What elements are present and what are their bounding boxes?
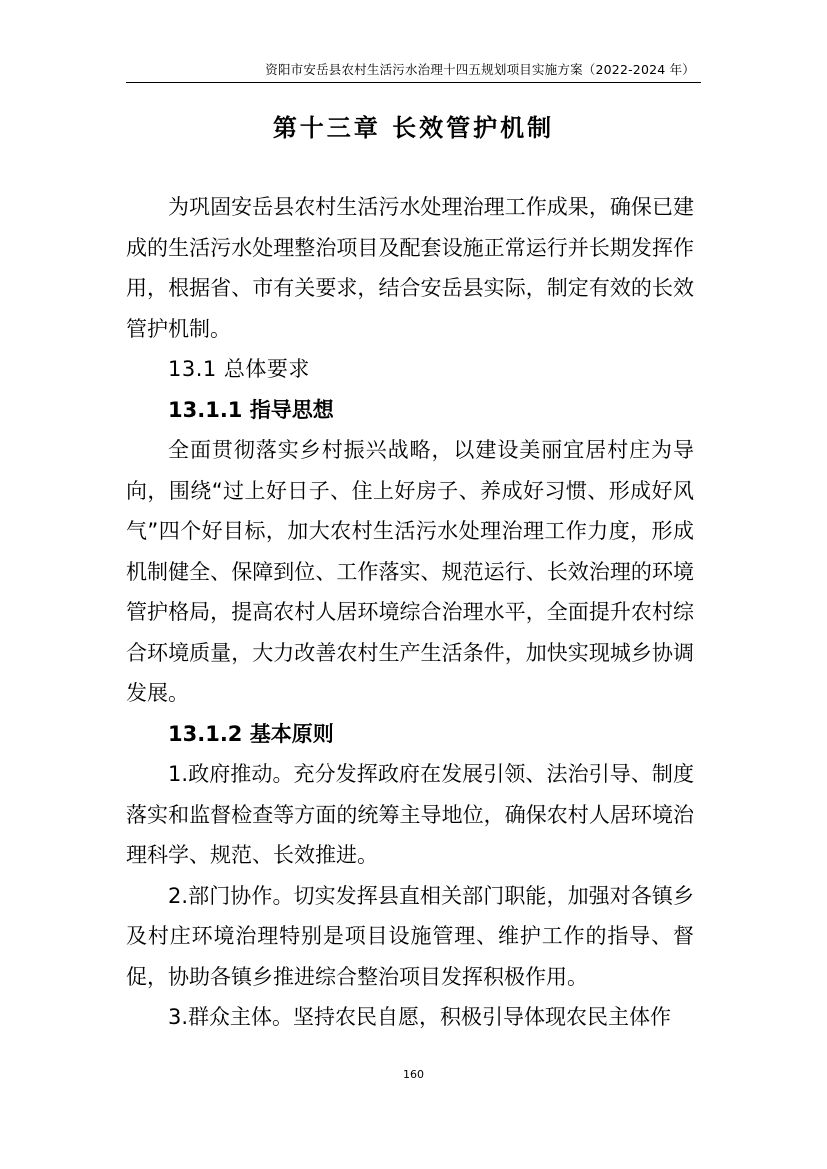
page-number: 160 <box>403 1068 424 1081</box>
principle-2-paragraph: 2.部门协作。切实发挥县直相关部门职能，加强对各镇乡及村庄环境治理特别是项目设施管理、维护工作的指导、督促，协助各镇乡推进综合整治项目发挥积极作用。 <box>126 883 694 989</box>
guiding-thought-paragraph: 全面贯彻落实乡村振兴战略，以建设美丽宜居村庄为导向，围绕“过上好日子、住上好房子、养成好习惯、形成好风气”四个好目标，加大农村生活污水处理治理工作力度，形成机制健全、保障到位、工作落实、规范运行、长效治理的环境管护格局，提高农村人居环境综合治理水平，全面提升农村综合环境质量，大力改善农村生产生活条件，加快实现城乡协调发展。 <box>126 438 694 705</box>
subsection-heading-13-1-1: 13.1.1 指导思想 <box>168 397 334 422</box>
chapter-body <box>126 187 694 1038</box>
principle-1-paragraph: 1.政府推动。充分发挥政府在发展引领、法治引导、制度落实和监督检查等方面的统筹主导地位，确保农村人居环境治理科学、规范、长效推进。 <box>126 762 694 867</box>
chapter-title: 第十三章 长效管护机制 <box>272 114 555 142</box>
header-divider <box>126 82 701 83</box>
section-heading-13-1: 13.1 总体要求 <box>168 357 310 381</box>
principle-3-paragraph: 3.群众主体。坚持农民自愿，积极引导体现农民主体作 <box>168 1005 672 1029</box>
running-header: 资阳市安岳县农村生活污水治理十四五规划项目实施方案（2022-2024 年） <box>265 62 695 77</box>
intro-paragraph: 为巩固安岳县农村生活污水处理治理工作成果，确保已建成的生活污水处理整治项目及配套设施正常运行并长期发挥作用，根据省、市有关要求，结合安岳县实际，制定有效的长效管护机制。 <box>126 195 694 341</box>
subsection-heading-13-1-2: 13.1.2 基本原则 <box>168 721 334 746</box>
